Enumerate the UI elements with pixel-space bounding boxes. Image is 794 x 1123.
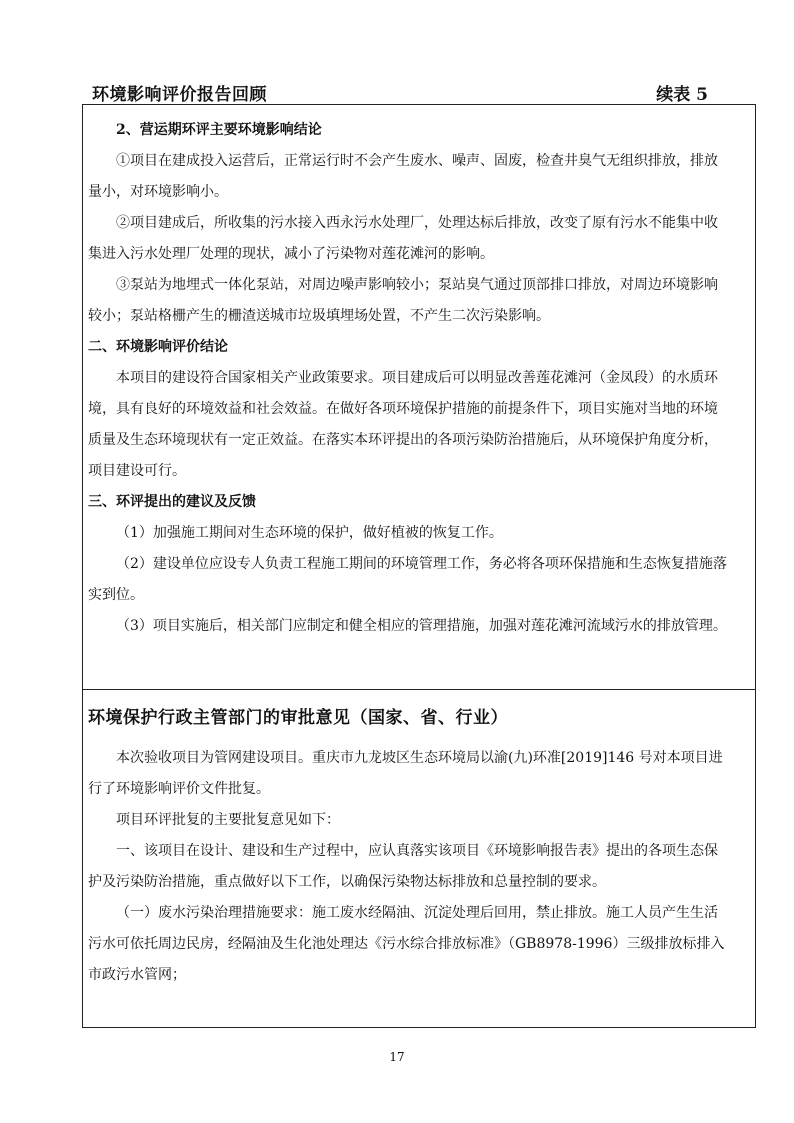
approval-paragraph: 本次验收项目为管网建设项目。重庆市九龙坡区生态环境局以渝(九)环准[2019]146 号对本项目进行了环境影响评价文件批复。 [88, 750, 723, 797]
paragraph: 二、环境影响评价结论 [88, 339, 228, 355]
table-divider [82, 689, 756, 690]
page-header [82, 80, 714, 104]
paragraph: （3）项目实施后，相关部门应制定和健全相应的管理措施，加强对莲花滩河流域污水的排放管理。 [116, 618, 727, 634]
paragraph: （1）加强施工期间对生态环境的保护，做好植被的恢复工作。 [116, 525, 503, 541]
page-number: 17 [389, 1050, 405, 1064]
approval-paragraph: 项目环评批复的主要批复意见如下： [116, 812, 340, 828]
approval-paragraph: （一）废水污染治理措施要求：施工废水经隔油、沉淀处理后回用，禁止排放。施工人员产生生活污水可依托周边民房，经隔油及生化池处理达《污水综合排放标准》（GB8978-1996）三级排放标排入市政污水管网； [88, 905, 725, 983]
paragraph: （2）建设单位应设专人负责工程施工期间的环境管理工作，务必将各项环保措施和生态恢复措施落实到位。 [88, 556, 727, 603]
approval-section-title: 环境保护行政主管部门的审批意见（国家、省、行业） [88, 708, 508, 728]
paragraph: 2、营运期环评主要环境影响结论 [116, 122, 322, 138]
approval-body [88, 743, 728, 991]
approval-section [88, 703, 728, 991]
paragraph: ①项目在建成投入运营后，正常运行时不会产生废水、噪声、固废，检查井臭气无组织排放，排放量小，对环境影响小。 [88, 153, 718, 200]
paragraph: 三、环评提出的建议及反馈 [88, 494, 256, 510]
approval-paragraph: 一、该项目在设计、建设和生产过程中，应认真落实该项目《环境影响报告表》提出的各项生态保护及污染防治措施，重点做好以下工作，以确保污染物达标排放和总量控制的要求。 [88, 843, 718, 890]
review-conclusions [88, 115, 728, 642]
paragraph: ②项目建成后，所收集的污水接入西永污水处理厂，处理达标后排放，改变了原有污水不能集中收集进入污水处理厂处理的现状，减小了污染物对莲花滩河的影响。 [88, 215, 718, 262]
paragraph: 本项目的建设符合国家相关产业政策要求。项目建成后可以明显改善莲花滩河（金凤段）的水质环境，具有良好的环境效益和社会效益。在做好各项环境保护措施的前提条件下，项目实施对当地的环境质量及生态环境现状有一定正效益。在落实本环评提出的各项污染防治措施后，从环境保护角度分析，项目建设可行。 [88, 370, 718, 479]
paragraph: ③泵站为地埋式一体化泵站，对周边噪声影响较小；泵站臭气通过顶部排口排放，对周边环境影响较小；泵站格栅产生的栅渣送城市垃圾填埋场处置，不产生二次污染影响。 [88, 277, 718, 324]
header-title: 环境影响评价报告回顾 [92, 85, 267, 105]
header-table-label: 续表 5 [656, 85, 708, 105]
